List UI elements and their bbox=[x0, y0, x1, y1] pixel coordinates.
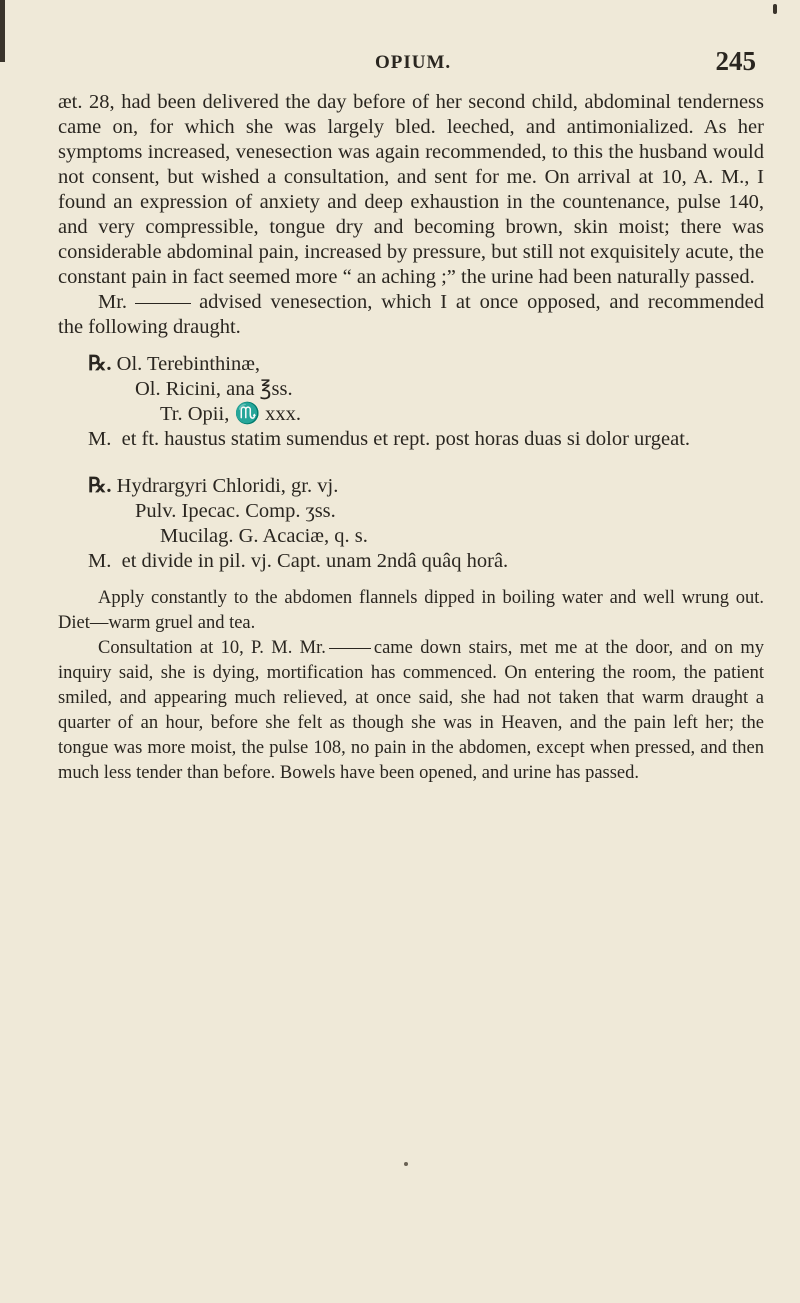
rx-line bbox=[58, 352, 764, 377]
name-dash bbox=[135, 303, 191, 304]
page-header bbox=[0, 42, 800, 82]
rx-symbol-icon: ℞. bbox=[88, 475, 112, 497]
paragraph-apply: Apply constantly to the abdomen flannels dipped in boiling water and well wrung out. Diet—warm gruel and tea. bbox=[58, 588, 764, 633]
ink-dot bbox=[404, 1162, 408, 1166]
running-head: OPIUM. bbox=[375, 52, 452, 73]
rx-directions bbox=[58, 549, 764, 574]
rx-ingredient: Hydrargyri Chloridi, gr. vj. bbox=[116, 475, 339, 497]
spacer bbox=[58, 574, 764, 586]
rx-line bbox=[58, 474, 764, 499]
paragraph-venesection bbox=[58, 290, 764, 340]
rx-ingredient: Ol. Terebinthinæ, bbox=[116, 353, 261, 375]
rx-m-label: M. bbox=[88, 428, 112, 450]
rx-m-label: M. bbox=[88, 550, 112, 572]
body-text bbox=[58, 90, 764, 786]
paragraph-venesection-text: advised venesection, which I at once opposed, and recommended the following draught. bbox=[58, 291, 764, 338]
mr-label: Mr. bbox=[98, 291, 128, 313]
rx-line: Tr. Opii, ♏ xxx. bbox=[160, 403, 301, 425]
prescription-draught bbox=[58, 352, 764, 452]
rx-directions-text: et ft. haustus statim sumendus et rept. post horas duas si dolor urgeat. bbox=[121, 428, 691, 450]
prescription-pills bbox=[58, 474, 764, 574]
consultation-start: Consultation at 10, P. M. Mr. bbox=[98, 638, 326, 658]
name-dash bbox=[329, 648, 371, 649]
rx-symbol-icon: ℞. bbox=[88, 353, 112, 375]
page-number: 245 bbox=[715, 46, 756, 76]
rx-directions-text: et divide in pil. vj. Capt. unam 2ndâ quâq horâ. bbox=[121, 550, 509, 572]
rx-directions bbox=[58, 427, 764, 452]
rx-line: Pulv. Ipecac. Comp. ʒss. bbox=[135, 500, 336, 522]
rx-line: Mucilag. G. Acaciæ, q. s. bbox=[160, 525, 368, 547]
ink-fleck bbox=[773, 4, 777, 14]
paragraph-case-history: æt. 28, had been delivered the day before of her second child, abdominal tenderness came on, for which she was largely bled. leeched, and antimonialized. As her symptoms increased, venesection was again recommended, to this the husband would not consent, but wished a consultation, and sent for me. On arrival at 10, A. M., I found an expression of anxiety and deep exhaustion in the countenance, pulse 140, and very compressible, tongue dry and becoming brown, skin moist; there was considerable abdominal pain, increased by pressure, but still not exquisitely acute, the constant pain in fact seemed more “ an aching ;” the urine had been naturally passed. bbox=[58, 91, 764, 288]
rx-line: Ol. Ricini, ana ℥ss. bbox=[135, 378, 293, 400]
consultation-text: came down stairs, met me at the door, and on my inquiry said, she is dying, mortification has commenced. On entering the room, the patient smiled, and appearing much relieved, at once said, she had not taken that warm draught a quarter of an hour, before she felt as though she was in Heaven, and the pain left her; the tongue was more moist, the pulse 108, no pain in the abdomen, except when pressed, and then much less tender than before. Bowels have been opened, and urine has passed. bbox=[58, 638, 764, 783]
paragraph-consultation bbox=[58, 636, 764, 786]
